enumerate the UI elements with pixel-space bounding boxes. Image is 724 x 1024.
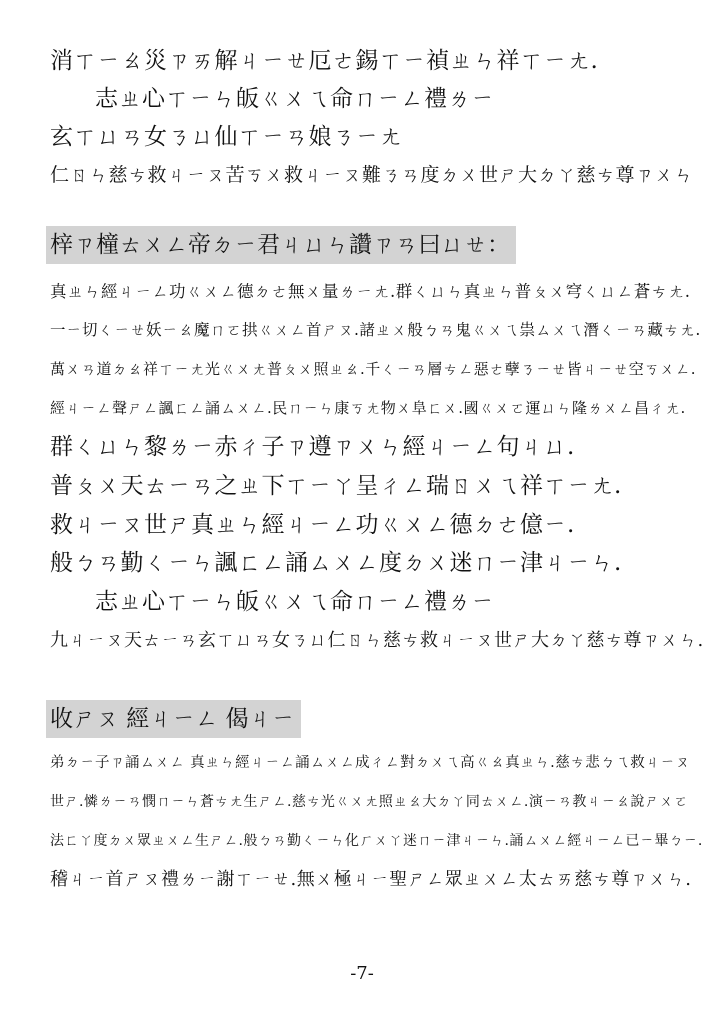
text-line: 真ㄓㄣ經ㄐㄧㄥ功ㄍㄨㄥ德ㄉㄜ無ㄨ量ㄌㄧㄤ.群ㄑㄩㄣ真ㄓㄣ普ㄆㄨ穹ㄑㄩㄥ蒼ㄘㄤ.: [50, 282, 691, 301]
text-line: 一ㄧ切ㄑㄧㄝ妖ㄧㄠ魔ㄇㄛ拱ㄍㄨㄥ首ㄕㄡ.諸ㄓㄨ般ㄅㄢ鬼ㄍㄨㄟ祟ㄙㄨㄟ潛ㄑㄧㄢ藏ㄘㄤ.: [50, 321, 701, 339]
text-line: 志ㄓ心ㄒㄧㄣ皈ㄍㄨㄟ命ㄇㄧㄥ禮ㄌㄧ: [95, 589, 495, 615]
text-line: 九ㄐㄧㄡ天ㄊㄧㄢ玄ㄒㄩㄢ女ㄋㄩ仁ㄖㄣ慈ㄘ救ㄐㄧㄡ世ㄕ大ㄉㄚ慈ㄘ尊ㄗㄨㄣ.: [50, 630, 704, 651]
text-line: 弟ㄉㄧ子ㄗ誦ㄙㄨㄥ 真ㄓㄣ經ㄐㄧㄥ誦ㄙㄨㄥ成ㄔㄥ對ㄉㄨㄟ高ㄍㄠ真ㄓㄣ.慈ㄘ悲ㄅㄟ救ㄐㄧㄡ: [50, 755, 691, 771]
text-line: 救ㄐㄧㄡ世ㄕ真ㄓㄣ經ㄐㄧㄥ功ㄍㄨㄥ德ㄉㄜ億ㄧ.: [50, 512, 575, 538]
section-header-zitong: 梓ㄗ橦ㄊㄨㄥ帝ㄉㄧ君ㄐㄩㄣ讚ㄗㄢ曰ㄩㄝ：: [46, 226, 516, 264]
text-line: 世ㄕ.憐ㄌㄧㄢ憫ㄇㄧㄣ蒼ㄘㄤ生ㄕㄥ.慈ㄘ光ㄍㄨㄤ照ㄓㄠ大ㄉㄚ同ㄊㄨㄥ.演ㄧㄢ教ㄐㄧㄠ說ㄕㄨㄛ: [50, 794, 689, 810]
text-line: 稽ㄐㄧ首ㄕㄡ禮ㄌㄧ謝ㄒㄧㄝ.無ㄨ極ㄐㄧ聖ㄕㄥ眾ㄓㄨㄥ太ㄊㄞ慈ㄘ尊ㄗㄨㄣ.: [50, 869, 692, 890]
text-line: 志ㄓ心ㄒㄧㄣ皈ㄍㄨㄟ命ㄇㄧㄥ禮ㄌㄧ: [95, 86, 495, 112]
text-line: 普ㄆㄨ天ㄊㄧㄢ之ㄓ下ㄒㄧㄚ呈ㄔㄥ瑞ㄖㄨㄟ祥ㄒㄧㄤ.: [50, 473, 622, 499]
text-line: 法ㄈㄚ度ㄉㄨ眾ㄓㄨㄥ生ㄕㄥ.般ㄅㄢ勤ㄑㄧㄣ化ㄏㄨㄚ迷ㄇㄧ津ㄐㄧㄣ.誦ㄙㄨㄥ經ㄐㄧㄥ已ㄧ畢ㄅㄧ.: [50, 833, 703, 849]
text-line: 仁ㄖㄣ慈ㄘ救ㄐㄧㄡ苦ㄎㄨ救ㄐㄧㄡ難ㄋㄢ度ㄉㄨ世ㄕ大ㄉㄚ慈ㄘ尊ㄗㄨㄣ: [50, 164, 694, 186]
section-header-shoujing: 收ㄕㄡ 經ㄐㄧㄥ 偈ㄐㄧ: [46, 700, 301, 738]
text-line: 消ㄒㄧㄠ災ㄗㄞ解ㄐㄧㄝ厄ㄜ錫ㄒㄧ禎ㄓㄣ祥ㄒㄧㄤ.: [50, 48, 599, 74]
text-line: 玄ㄒㄩㄢ女ㄋㄩ仙ㄒㄧㄢ娘ㄋㄧㄤ: [50, 124, 403, 150]
text-line: 萬ㄨㄢ道ㄉㄠ祥ㄒㄧㄤ光ㄍㄨㄤ普ㄆㄨ照ㄓㄠ.千ㄑㄧㄢ層ㄘㄥ惡ㄜ孽ㄋㄧㄝ皆ㄐㄧㄝ空ㄎㄨㄥ.: [50, 360, 697, 378]
page-number: -7-: [350, 963, 374, 984]
text-line: 群ㄑㄩㄣ黎ㄌㄧ赤ㄔ子ㄗ遵ㄗㄨㄣ經ㄐㄧㄥ句ㄐㄩ.: [50, 434, 575, 460]
text-line: 般ㄅㄢ勤ㄑㄧㄣ諷ㄈㄥ誦ㄙㄨㄥ度ㄉㄨ迷ㄇㄧ津ㄐㄧㄣ.: [50, 550, 622, 576]
text-line: 經ㄐㄧㄥ聲ㄕㄥ諷ㄈㄥ誦ㄙㄨㄥ.民ㄇㄧㄣ康ㄎㄤ物ㄨ阜ㄈㄨ.國ㄍㄨㄛ運ㄩㄣ隆ㄌㄨㄥ昌ㄔㄤ.: [50, 399, 686, 417]
